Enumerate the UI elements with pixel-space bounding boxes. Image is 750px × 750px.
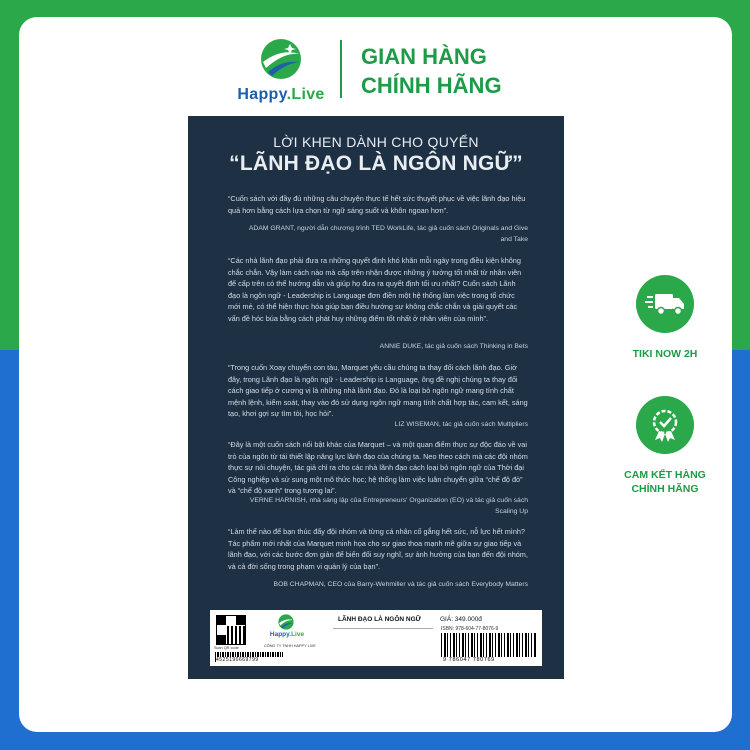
feature-tiki-now[interactable]	[620, 275, 710, 361]
official-store-banner	[361, 42, 502, 100]
header-divider	[340, 40, 342, 98]
authentic-badge-icon	[636, 396, 694, 454]
delivery-truck-icon	[636, 275, 694, 333]
happy-live-logo	[236, 38, 326, 104]
feature-circle	[636, 396, 694, 454]
book-title-heading: “LÃNH ĐẠO LÀ NGÔN NGỮ”	[229, 152, 523, 175]
attribution-4: VERNE HARNISH, nhà sáng lập của Entrepreneurs' Organization (EO) và tác giả cuốn sách Scaling Up	[249, 497, 528, 515]
price-label: GIÁ: 349.000đ	[440, 616, 482, 623]
publisher-brand: Happy.Live	[269, 631, 305, 638]
banner-line-2: CHÍNH HÃNG	[361, 73, 502, 98]
globe-logo-icon-small	[278, 614, 294, 630]
qr-caption: Scan QR code	[214, 646, 239, 650]
feature-authentic[interactable]	[620, 396, 710, 496]
quote-3: “Trong cuốn Xoay chuyển con tàu, Marquet yêu cầu chúng ta thay đổi cách lãnh đạo. Giờ đây, trong Lãnh đạo là ngôn ngữ - Leadership is Language, ông đề nghị chúng ta thay đổi cách giao tiếp ở cương vị là những nhà lãnh đạo. Đó là loại bỏ ngôn ngữ mang tính chất mệnh lệnh, kiểm soát, thay vào đó sử dụng ngôn ngữ mang tính chất hợp tác, cam kết, sáng tạo, khơi gợi sự tìm tòi, học hỏi”.	[228, 363, 528, 418]
attribution-5: BOB CHAPMAN, CEO của Barry-Wehmiller và tác giả cuốn sách Everybody Matters	[273, 581, 528, 588]
isbn-label: ISBN: 978-604-77-8076-9	[441, 626, 499, 632]
strip-title: LÃNH ĐẠO LÀ NGÔN NGỮ	[338, 616, 422, 623]
strip-divider	[333, 628, 433, 629]
attribution-1: ADAM GRANT, người dẫn chương trình TED WorkLife, tác giả cuốn sách Originals and Give and Take	[248, 225, 528, 243]
publisher-logo	[265, 614, 309, 642]
attribution-2: ANNIE DUKE, tác giả cuốn sách Thinking in Bets	[379, 343, 528, 350]
attribution-3: LIZ WISEMAN, tác giả cuốn sách Multipliers	[394, 421, 528, 428]
globe-logo-icon	[260, 38, 302, 80]
feature-label-tiki-now: TIKI NOW 2H	[632, 348, 698, 360]
feature-label-authentic: CAM KẾT HÀNG CHÍNH HÃNG	[624, 469, 706, 495]
isbn-barcode-number: 9 786047 780769	[443, 657, 495, 663]
quote-4: “Đây là một cuốn sách nổi bật khác của Marquet – và một quan điểm thực sự độc đáo về vai trò của ngôn từ tái thiết lập năng lực lãnh đạo của chúng ta. Neo theo cách mà các đội nhóm thực sự nói chuyện, tác giả chỉ ra cho các nhà lãnh đạo cách loại bỏ ngôn ngữ của Thời đại Công nghiệp và sử sung một mô thức học; hệ thống làm việc luân chuyển giữa “chế độ đỏ” và “chế độ xanh” trong tương lai”.	[228, 440, 528, 495]
quote-2: “Các nhà lãnh đạo phải đưa ra những quyết định khó khăn mỗi ngày trong điều kiện không chắc chắn. Vậy làm cách nào mà cấp trên nhận được những ý tưởng tốt nhất từ nhân viên để cấp trên có thể hướng dẫn và giúp họ đưa ra quyết định tối ưu nhất? Cuốn sách Lãnh đạo là ngôn ngữ - Leadership is Language đơn điền một hệ thống làm việc trong tổ chức mới mẻ, có thể hiện thực hóa giúp bạn điều hướng sự không chắc chắn và giải quyết các vấn đề hóc búa bằng cách phát huy những điểm tốt nhất ở nhân viên của mình”.	[228, 256, 522, 323]
book-back-cover	[188, 116, 564, 679]
brand-name: Happy.Live	[237, 86, 325, 103]
feature-circle	[636, 275, 694, 333]
quote-1: “Cuốn sách với đầy đủ những câu chuyện thực tế hết sức thuyết phục về việc lãnh đạo hiệu quả hơn bằng cách lựa chọn từ ngữ sáng suốt và khôn ngoan hơn”.	[228, 194, 526, 215]
banner-line-1: GIAN HÀNG	[361, 44, 487, 69]
publisher-company: CÔNG TY TNHH HAPPY LIVE	[264, 644, 316, 648]
barcode-strip	[210, 610, 542, 666]
quote-5: “Làm thế nào để bạn thúc đẩy đội nhóm và từng cá nhân cố gắng hết sức, nỗ lực hết mình? Tác phẩm mới nhất của Marquet minh họa cho sự giao thoa mạnh mẽ giữa sự giao tiếp và lãnh đạo, với các bước đơn giản để biến đổi suy nghĩ, sự ảnh hưởng của bạn đến đội nhóm, và cả đời sống trong phạm vi quản lý của bạn”.	[228, 527, 528, 571]
praise-heading: LỜI KHEN DÀNH CHO QUYỂN	[273, 134, 479, 150]
qr-code	[216, 615, 246, 645]
isbn-barcode	[441, 633, 536, 657]
barcode-small-number: 4525190669799	[216, 657, 306, 663]
